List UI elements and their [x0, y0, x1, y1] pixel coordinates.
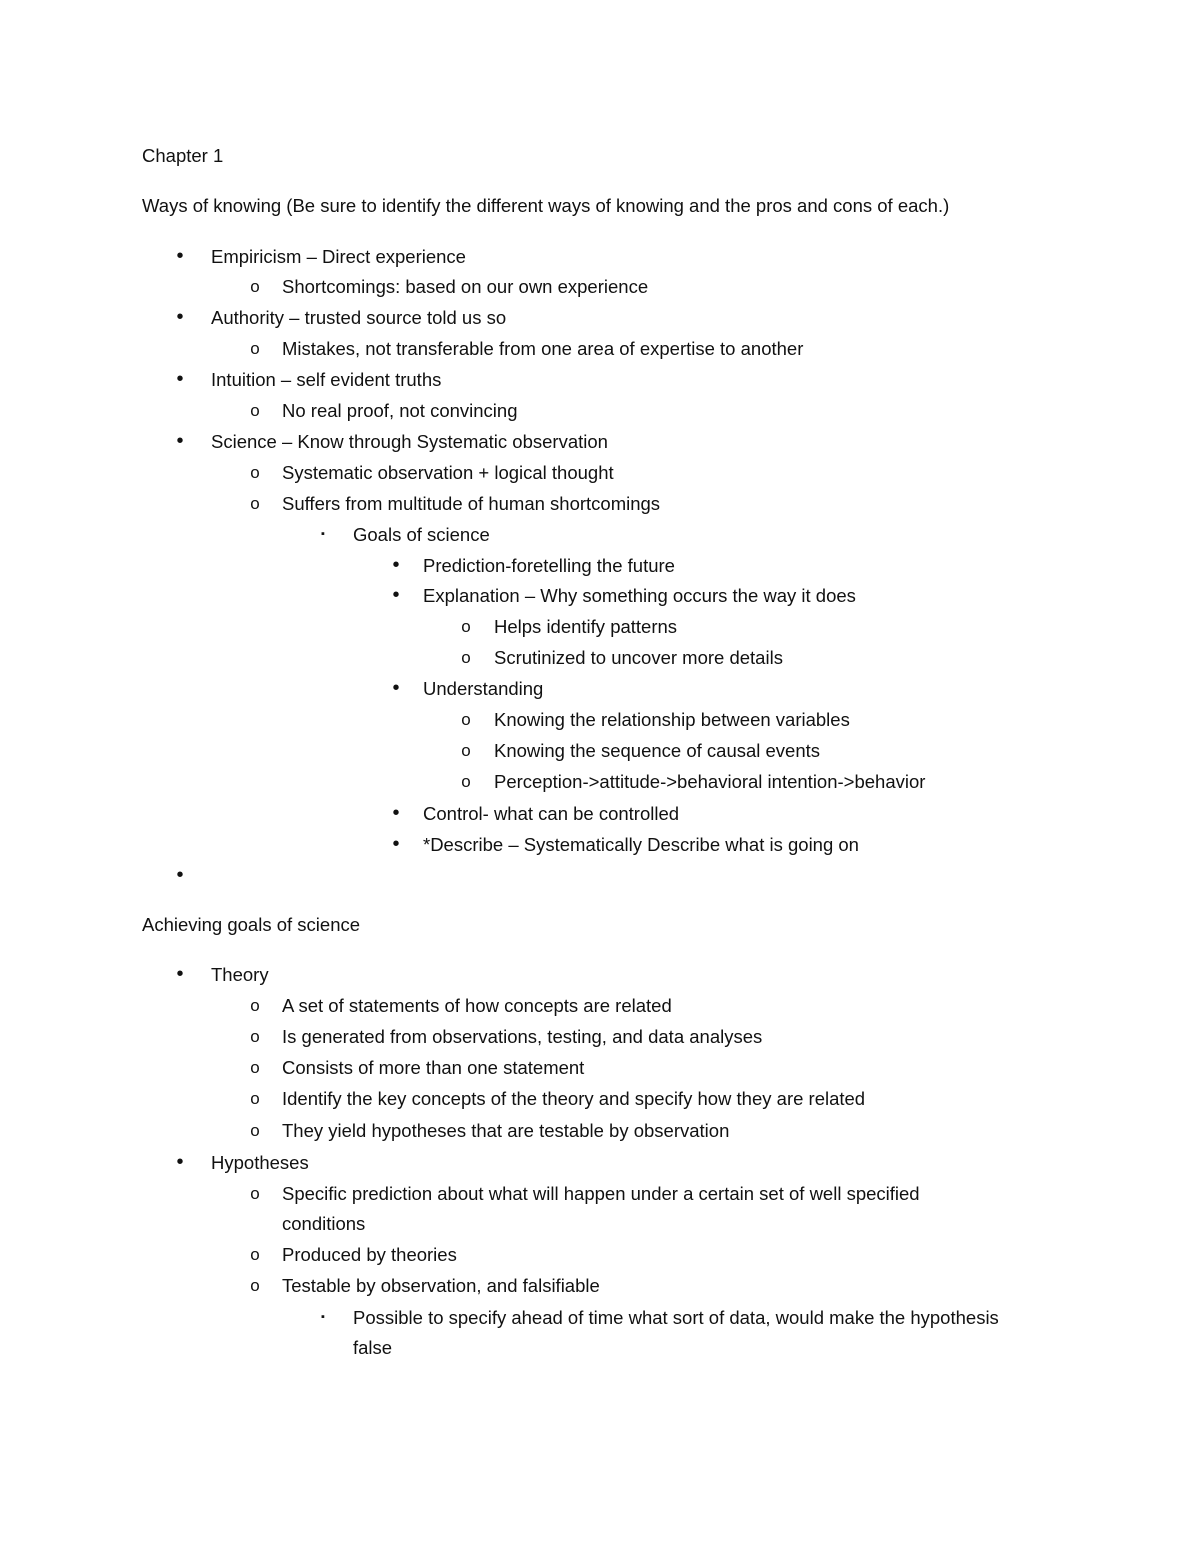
list-item-text: Empiricism – Direct experience [211, 246, 466, 267]
circle-bullet-icon: o [461, 617, 471, 636]
bullet-icon: • [176, 963, 184, 985]
list-item-text: Theory [211, 964, 269, 985]
line-understanding-perception [0, 766, 1200, 797]
line-theory-identify [0, 1083, 1200, 1114]
line-chapter-title [0, 140, 1200, 171]
circle-bullet-icon: o [461, 772, 471, 791]
line-section-ways-heading [0, 190, 1200, 221]
bullet-icon: • [176, 1151, 184, 1173]
line-explanation-patterns [0, 611, 1200, 642]
line-section-achieving-heading [0, 909, 1200, 940]
list-item-text: Helps identify patterns [494, 616, 678, 637]
circle-bullet-icon: o [250, 1121, 260, 1140]
line-theory-yield [0, 1115, 1200, 1146]
line-goal-control [0, 798, 1200, 829]
bullet-icon: • [176, 245, 184, 267]
list-item-text: Goals of science [353, 524, 490, 545]
bullet-icon: • [392, 833, 400, 855]
line-authority [0, 302, 1200, 333]
line-theory [0, 959, 1200, 990]
square-bullet-icon: ▪ [321, 528, 325, 540]
bullet-icon: • [176, 864, 184, 886]
list-item-text: Knowing the sequence of causal events [494, 740, 821, 761]
list-item-text: Testable by observation, and falsifiable [282, 1275, 600, 1296]
circle-bullet-icon: o [250, 401, 260, 420]
list-item-text: Consists of more than one statement [282, 1057, 585, 1078]
line-authority-mistakes [0, 333, 1200, 364]
line-hypotheses [0, 1147, 1200, 1178]
list-item-text: Suffers from multitude of human shortcomings [282, 493, 661, 514]
list-item-text: Specific prediction about what will happen under a certain set of well specified [282, 1183, 920, 1204]
line-science-systematic [0, 457, 1200, 488]
list-item-text: Understanding [423, 678, 544, 699]
list-item-text: Science – Know through Systematic observation [211, 431, 608, 452]
bullet-icon: • [176, 306, 184, 328]
heading-text: Chapter 1 [142, 145, 224, 166]
list-item-text: Shortcomings: based on our own experience [282, 276, 649, 297]
bullet-icon: • [392, 677, 400, 699]
list-item-text: Perception->attitude->behavioral intention->behavior [494, 771, 926, 792]
circle-bullet-icon: o [250, 463, 260, 482]
list-item-text: They yield hypotheses that are testable by observation [282, 1120, 730, 1141]
bullet-icon: • [392, 802, 400, 824]
list-item-text: A set of statements of how concepts are related [282, 995, 672, 1016]
line-goal-prediction [0, 550, 1200, 581]
circle-bullet-icon: o [250, 1027, 260, 1046]
line-hypotheses-specific-cont [0, 1208, 1200, 1239]
list-item-text: Authority – trusted source told us so [211, 307, 507, 328]
circle-bullet-icon: o [250, 277, 260, 296]
line-science [0, 426, 1200, 457]
list-item-text: *Describe – Systematically Describe what is going on [423, 834, 859, 855]
list-item-text: Is generated from observations, testing, and data analyses [282, 1026, 763, 1047]
circle-bullet-icon: o [250, 339, 260, 358]
circle-bullet-icon: o [250, 1276, 260, 1295]
line-goal-describe [0, 829, 1200, 860]
line-goals-of-science [0, 519, 1200, 550]
bullet-icon: • [392, 584, 400, 606]
list-item-text: Prediction-foretelling the future [423, 555, 675, 576]
square-bullet-icon: ▪ [321, 1311, 325, 1323]
line-theory-consists [0, 1052, 1200, 1083]
list-item-text: false [353, 1337, 393, 1358]
circle-bullet-icon: o [250, 494, 260, 513]
list-item-text: conditions [282, 1213, 366, 1234]
line-theory-statements [0, 990, 1200, 1021]
heading-text: Ways of knowing (Be sure to identify the different ways of knowing and the pros and cons of each.) [142, 195, 950, 216]
heading-text: Achieving goals of science [142, 914, 361, 935]
list-item-text: Possible to specify ahead of time what sort of data, would make the hypothesis [353, 1307, 999, 1328]
line-empiricism-shortcomings [0, 271, 1200, 302]
line-falsifiable-possible-cont [0, 1332, 1200, 1363]
line-goal-explanation [0, 580, 1200, 611]
list-item-text: Control- what can be controlled [423, 803, 680, 824]
list-item-text: Scrutinized to uncover more details [494, 647, 783, 668]
list-item-text: Identify the key concepts of the theory and specify how they are related [282, 1088, 866, 1109]
list-item-text: No real proof, not convincing [282, 400, 518, 421]
circle-bullet-icon: o [461, 741, 471, 760]
line-goal-understanding [0, 673, 1200, 704]
line-explanation-scrutinized [0, 642, 1200, 673]
line-understanding-relationship [0, 704, 1200, 735]
line-hypotheses-produced [0, 1239, 1200, 1270]
circle-bullet-icon: o [250, 1058, 260, 1077]
bullet-icon: • [176, 368, 184, 390]
bullet-icon: • [176, 430, 184, 452]
line-hypotheses-testable [0, 1270, 1200, 1301]
line-intuition-proof [0, 395, 1200, 426]
circle-bullet-icon: o [250, 1089, 260, 1108]
line-theory-generated [0, 1021, 1200, 1052]
circle-bullet-icon: o [461, 648, 471, 667]
circle-bullet-icon: o [461, 710, 471, 729]
circle-bullet-icon: o [250, 1245, 260, 1264]
line-intuition [0, 364, 1200, 395]
list-item-text: Produced by theories [282, 1244, 457, 1265]
list-item-text: Intuition – self evident truths [211, 369, 442, 390]
list-item-text: Mistakes, not transferable from one area of expertise to another [282, 338, 804, 359]
line-hypotheses-specific [0, 1178, 1200, 1209]
circle-bullet-icon: o [250, 996, 260, 1015]
list-item-text: Hypotheses [211, 1152, 309, 1173]
bullet-icon: • [392, 554, 400, 576]
line-empiricism [0, 241, 1200, 272]
line-empty-bullet [0, 860, 1200, 891]
circle-bullet-icon: o [250, 1184, 260, 1203]
line-falsifiable-possible [0, 1302, 1200, 1333]
list-item-text: Systematic observation + logical thought [282, 462, 614, 483]
line-understanding-sequence [0, 735, 1200, 766]
line-science-suffers [0, 488, 1200, 519]
list-item-text: Explanation – Why something occurs the way it does [423, 585, 856, 606]
list-item-text: Knowing the relationship between variables [494, 709, 850, 730]
